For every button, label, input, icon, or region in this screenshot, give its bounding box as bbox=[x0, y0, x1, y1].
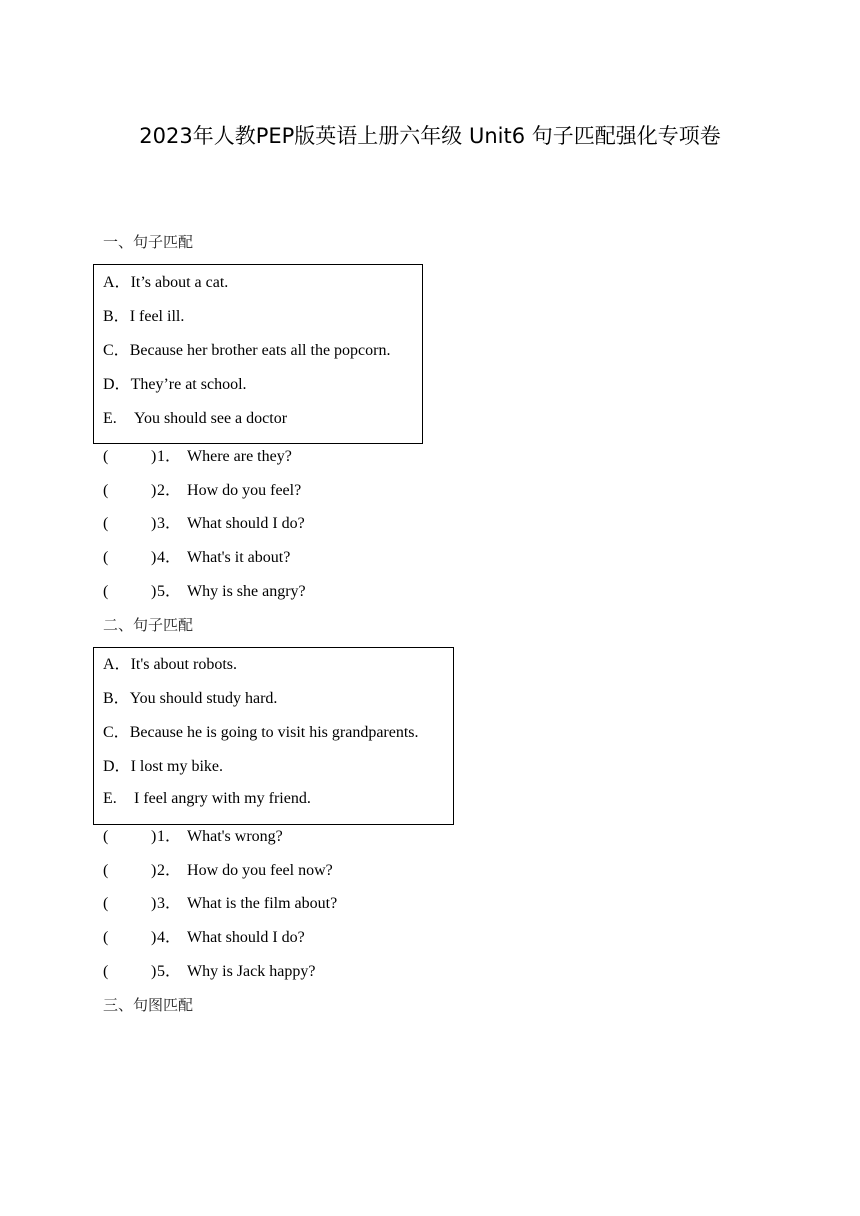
answer-blank-open[interactable]: ( bbox=[103, 515, 109, 532]
section-2-question-2 bbox=[103, 860, 333, 882]
section-1-question-4 bbox=[103, 547, 290, 569]
answer-blank-open[interactable]: ( bbox=[103, 583, 109, 600]
answer-blank-open[interactable]: ( bbox=[103, 549, 109, 566]
question-number: 1． bbox=[157, 448, 182, 465]
question-text: What should I do? bbox=[187, 515, 305, 532]
question-text: What is the film about? bbox=[187, 895, 338, 912]
section-2-question-3 bbox=[103, 893, 337, 915]
answer-blank-close: ) bbox=[151, 895, 157, 912]
question-text: How do you feel now? bbox=[187, 862, 333, 879]
answer-blank-close: ) bbox=[151, 583, 157, 600]
section-2-option-d bbox=[103, 756, 223, 778]
answer-blank-close: ) bbox=[151, 549, 157, 566]
option-text: You should study hard. bbox=[129, 690, 278, 707]
option-letter: E. bbox=[103, 410, 117, 427]
question-text: Where are they? bbox=[187, 448, 292, 465]
option-text: Because he is going to visit his grandparents. bbox=[129, 724, 419, 741]
section-1-question-5 bbox=[103, 581, 306, 603]
answer-blank-open[interactable]: ( bbox=[103, 828, 109, 845]
question-number: 2． bbox=[157, 862, 182, 879]
section-3-heading: 三、句图匹配 bbox=[103, 996, 194, 1014]
question-text: What's it about? bbox=[187, 549, 291, 566]
question-number: 3． bbox=[157, 515, 182, 532]
section-1-question-2 bbox=[103, 480, 301, 502]
answer-blank-close: ) bbox=[151, 482, 157, 499]
section-2-option-b bbox=[103, 688, 277, 710]
question-number: 2． bbox=[157, 482, 182, 499]
question-number: 1． bbox=[157, 828, 182, 845]
question-number: 5． bbox=[157, 963, 182, 980]
answer-blank-close: ) bbox=[151, 929, 157, 946]
document-title: 2023年人教PEP版英语上册六年级 Unit6 句子匹配强化专项卷 bbox=[139, 124, 721, 148]
question-text: Why is Jack happy? bbox=[187, 963, 316, 980]
option-letter: B． bbox=[103, 690, 130, 707]
option-letter: A． bbox=[103, 656, 131, 673]
answer-blank-open[interactable]: ( bbox=[103, 482, 109, 499]
option-text: You should see a doctor bbox=[134, 410, 288, 427]
option-letter: D． bbox=[103, 758, 131, 775]
option-text: I lost my bike. bbox=[130, 758, 223, 775]
section-2-question-1 bbox=[103, 826, 283, 848]
section-2-heading: 二、句子匹配 bbox=[103, 616, 194, 634]
question-number: 4． bbox=[157, 929, 182, 946]
option-letter: B． bbox=[103, 308, 130, 325]
question-text: Why is she angry? bbox=[187, 583, 306, 600]
section-1-options-box bbox=[93, 264, 423, 444]
option-letter: A． bbox=[103, 274, 131, 291]
option-letter: D． bbox=[103, 376, 131, 393]
question-number: 4． bbox=[157, 549, 182, 566]
section-2-option-c bbox=[103, 722, 419, 744]
question-number: 3． bbox=[157, 895, 182, 912]
section-1-option-e bbox=[103, 408, 287, 430]
answer-blank-open[interactable]: ( bbox=[103, 862, 109, 879]
section-2-options-box bbox=[93, 647, 454, 825]
question-text: What should I do? bbox=[187, 929, 305, 946]
section-2-option-a bbox=[103, 654, 237, 676]
section-1-option-c bbox=[103, 340, 390, 362]
question-text: What's wrong? bbox=[187, 828, 283, 845]
answer-blank-open[interactable]: ( bbox=[103, 448, 109, 465]
question-number: 5． bbox=[157, 583, 182, 600]
section-2-question-5 bbox=[103, 961, 315, 983]
option-letter: C． bbox=[103, 342, 130, 359]
option-text: It's about robots. bbox=[130, 656, 237, 673]
section-1-option-a bbox=[103, 272, 228, 294]
section-1-heading: 一、句子匹配 bbox=[103, 233, 194, 251]
section-2-question-4 bbox=[103, 927, 305, 949]
answer-blank-close: ) bbox=[151, 828, 157, 845]
section-1-question-3 bbox=[103, 513, 305, 535]
section-2-option-e bbox=[103, 788, 311, 810]
option-text: I feel ill. bbox=[129, 308, 185, 325]
option-text: It’s about a cat. bbox=[130, 274, 229, 291]
answer-blank-close: ) bbox=[151, 448, 157, 465]
option-text: I feel angry with my friend. bbox=[134, 790, 311, 807]
answer-blank-close: ) bbox=[151, 862, 157, 879]
option-letter: C． bbox=[103, 724, 130, 741]
section-1-option-d bbox=[103, 374, 247, 396]
answer-blank-open[interactable]: ( bbox=[103, 929, 109, 946]
question-text: How do you feel? bbox=[187, 482, 302, 499]
option-letter: E. bbox=[103, 790, 117, 807]
answer-blank-open[interactable]: ( bbox=[103, 895, 109, 912]
option-text: Because her brother eats all the popcorn. bbox=[129, 342, 391, 359]
section-1-question-1 bbox=[103, 446, 292, 468]
answer-blank-open[interactable]: ( bbox=[103, 963, 109, 980]
answer-blank-close: ) bbox=[151, 515, 157, 532]
section-1-option-b bbox=[103, 306, 184, 328]
answer-blank-close: ) bbox=[151, 963, 157, 980]
option-text: They’re at school. bbox=[130, 376, 247, 393]
